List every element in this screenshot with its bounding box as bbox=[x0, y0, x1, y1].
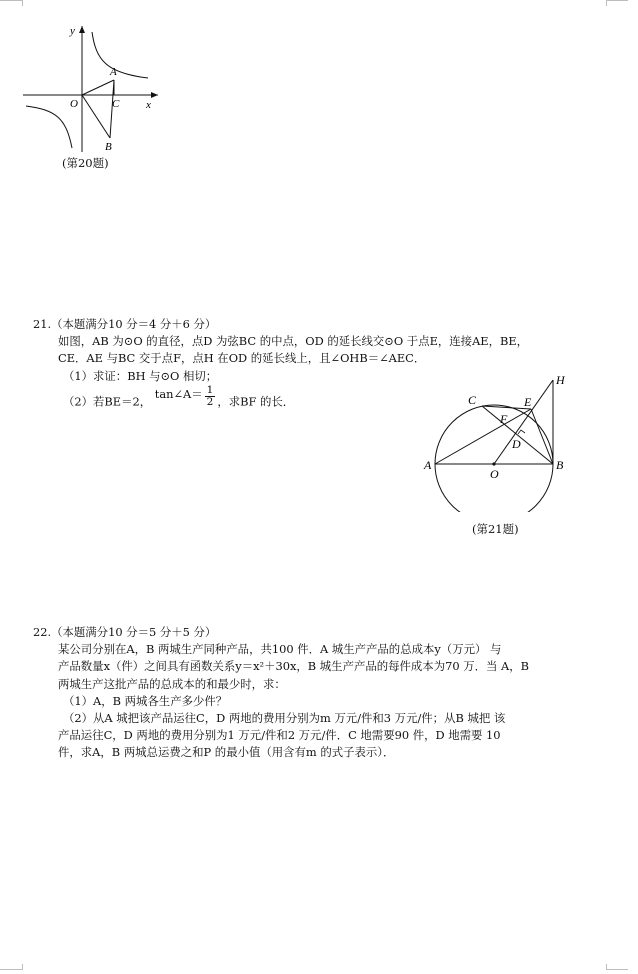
corner-mark-bottom-right bbox=[606, 969, 628, 970]
q21-head: 21.（本题满分10 分＝4 分＋6 分） bbox=[33, 317, 217, 331]
q22-line2: 产品数量x（件）之间具有函数关系y＝x²＋30x，B 城生产产品的每件成本为70 万．当 A，B bbox=[58, 659, 529, 674]
fig20-label-C: C bbox=[112, 98, 120, 110]
fig20-label-A: A bbox=[110, 66, 117, 78]
fig20-label-O: O bbox=[70, 98, 78, 110]
q22-line3: 两城生产这批产品的总成本的和最少时，求： bbox=[58, 676, 286, 691]
corner-mark-top-right bbox=[606, 0, 628, 1]
fig21-caption: (第21题) bbox=[472, 522, 519, 536]
q22-part2-line2: 产品运往C，D 两地的费用分别为1 万元/件和2 万元/件．C 地需要90 件，D 地需要 10 bbox=[58, 728, 501, 743]
corner-mark-top-right-v bbox=[606, 0, 607, 6]
q21-part2-pre: （2）若BE＝2， bbox=[63, 394, 152, 409]
fig20-label-y: y bbox=[70, 25, 75, 37]
q21-fraction-den: 2 bbox=[206, 395, 214, 408]
q21-line1: 如图，AB 为⊙O 的直径，点D 为弦BC 的中点，OD 的延长线交⊙O 于点E，连接AE，BE， bbox=[58, 334, 529, 349]
fig21-label-H: H bbox=[556, 373, 565, 387]
fig21-label-D: D bbox=[512, 437, 521, 451]
fig21-label-B: B bbox=[556, 458, 564, 472]
question-22 bbox=[33, 624, 601, 762]
figure-q20 bbox=[18, 18, 168, 158]
q22-part1: （1）A，B 两城各生产多少件？ bbox=[63, 693, 228, 708]
fig20-label-B: B bbox=[105, 141, 112, 153]
q21-part1: （1）求证：BH 与⊙O 相切； bbox=[63, 368, 218, 383]
q21-part2-tan: tan∠A＝ bbox=[154, 387, 203, 402]
q21-line2: CE．AE 与BC 交于点F，点H 在OD 的延长线上，且∠OHB＝∠AEC． bbox=[58, 351, 426, 366]
fig21-label-O: O bbox=[490, 467, 499, 481]
q21-fraction bbox=[205, 385, 216, 408]
q21-fraction-num: 1 bbox=[206, 383, 214, 396]
fig21-label-F: F bbox=[500, 412, 508, 426]
q22-part2-line1: （2）从A 城把该产品运往C，D 两地的费用分别为m 万元/件和3 万元/件；从B 城把 该 bbox=[63, 711, 506, 726]
fig21-label-E: E bbox=[524, 395, 532, 409]
fig20-caption: (第20题) bbox=[62, 156, 109, 170]
fig21-label-C: C bbox=[468, 393, 477, 407]
corner-mark-top-left-v bbox=[22, 0, 23, 6]
figure-q21 bbox=[420, 372, 580, 512]
q22-part2-line3: 件，求A，B 两城总运费之和P 的最小值（用含有m 的式子表示）． bbox=[58, 745, 395, 760]
q22-line1: 某公司分别在A，B 两城生产同种产品，共100 件．A 城生产产品的总成本y（万元） 与 bbox=[58, 642, 502, 657]
q21-part2-post: ，求BF 的长． bbox=[217, 394, 295, 409]
q22-head: 22.（本题满分10 分＝5 分＋5 分） bbox=[33, 625, 217, 639]
fig21-label-A: A bbox=[424, 458, 432, 472]
corner-mark-top-left bbox=[0, 0, 22, 1]
corner-mark-bottom-right-v bbox=[606, 964, 607, 970]
fig20-label-x: x bbox=[146, 99, 151, 111]
corner-mark-bottom-left bbox=[0, 969, 22, 970]
corner-mark-bottom-left-v bbox=[22, 964, 23, 970]
